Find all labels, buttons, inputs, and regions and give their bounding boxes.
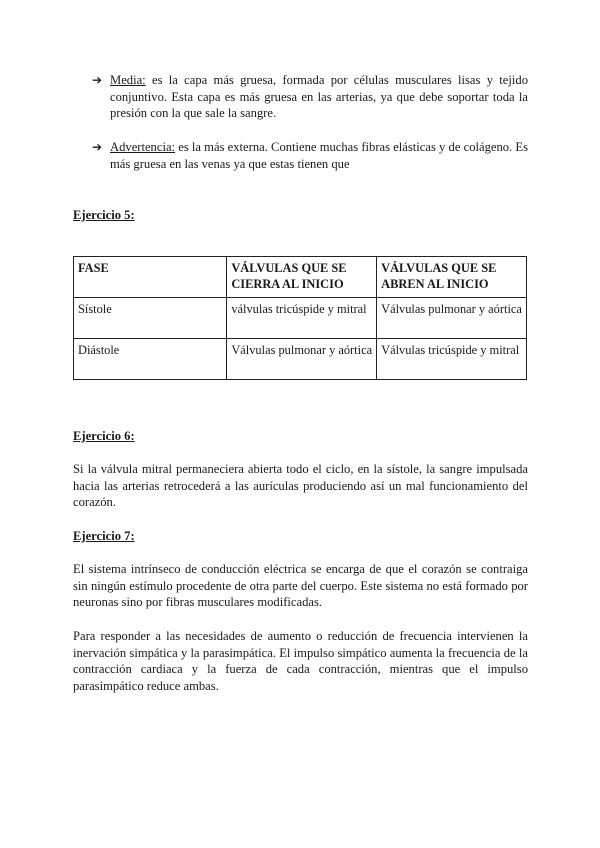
arrow-bullet-icon: ➔ (92, 73, 103, 87)
bullet-item-advertencia (92, 139, 528, 172)
paragraph-ejercicio-6: Si la válvula mitral permaneciera abierta todo el ciclo, en la sístole, la sangre impulsada hacia las arterias retrocederá a las aurículas produciendo así un mal funcionamiento del corazón. (73, 462, 528, 509)
table-cell: Válvulas pulmonar y aórtica (227, 339, 377, 380)
arrow-bullet-icon: ➔ (92, 140, 103, 154)
table-cell: Sístole (74, 298, 227, 339)
bullet-term: Advertencia: (110, 140, 176, 154)
bullet-term: Media: (110, 73, 146, 87)
table-header-row (74, 257, 527, 298)
section-heading-ejercicio-5: Ejercicio 5: (73, 208, 135, 222)
table-row (74, 298, 527, 339)
section-heading-ejercicio-7: Ejercicio 7: (73, 529, 135, 543)
table-header-cell: VÁLVULAS QUE SE CIERRA AL INICIO (227, 257, 377, 298)
table-cell: válvulas tricúspide y mitral (227, 298, 377, 339)
table-cell: Diástole (74, 339, 227, 380)
table-cell: Válvulas tricúspide y mitral (377, 339, 527, 380)
paragraph-ejercicio-7-1: El sistema intrínseco de conducción eléctrica se encarga de que el corazón se contraiga sin ningún estímulo procedente de otra parte del cuerpo. Este sistema no está formado por neuronas sino por fibras musculares modificadas. (73, 562, 528, 609)
bullet-text (110, 72, 528, 122)
bullet-body: es la más externa. Contiene muchas fibras elásticas y de colágeno. Es más gruesa en las venas ya que estas tienen que (110, 140, 528, 171)
table-cell: Válvulas pulmonar y aórtica (377, 298, 527, 339)
valves-table (73, 256, 527, 380)
table-header-cell: VÁLVULAS QUE SE ABREN AL INICIO (377, 257, 527, 298)
bullet-item-media (92, 72, 528, 122)
section-heading-ejercicio-6: Ejercicio 6: (73, 429, 135, 443)
bullet-body: es la capa más gruesa, formada por células musculares lisas y tejido conjuntivo. Esta capa es más gruesa en las arterias, ya que debe soportar toda la presión con la que sale la sangre. (110, 73, 528, 120)
bullet-text (110, 139, 528, 172)
paragraph-ejercicio-7-2: Para responder a las necesidades de aumento o reducción de frecuencia intervienen la inervación simpática y la parasimpática. El impulso simpático aumenta la frecuencia de la contracción cardiaca y la fuerza de cada contracción, mientras que el impulso parasimpático reduce ambas. (73, 629, 528, 693)
table-row (74, 339, 527, 380)
table-header-cell: FASE (74, 257, 227, 298)
